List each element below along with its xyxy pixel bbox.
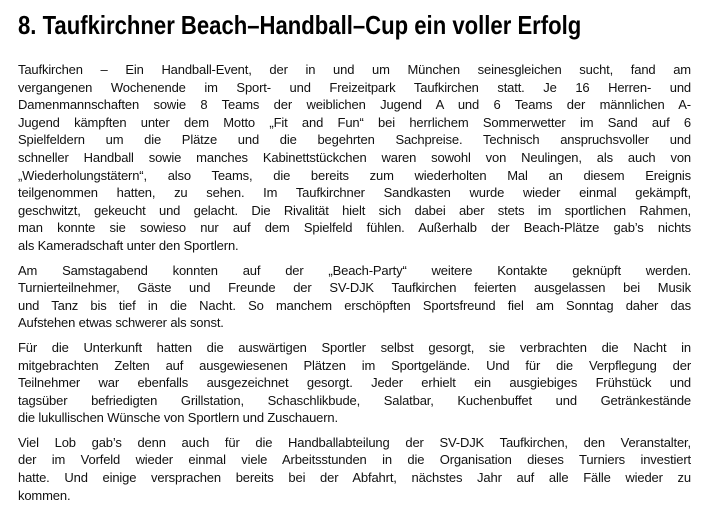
text-line: kommen.	[18, 487, 71, 503]
text-line: „Wiederholungstätern“, also Teams, die bereits zum wiederholten Mal an diesem Ereignis	[18, 167, 691, 183]
text-line: Spielfeldern um die Plätze und die begehrten Sachpreise. Technisch anspruchsvoller und	[18, 132, 691, 148]
text-line: man konnte sie sowieso nur auf dem Spielfeld fühlen. Außerhalb der Beach-Plätze gab’s nichts	[18, 220, 691, 236]
text-line: Viel Lob gab’s denn auch für die Handballabteilung der SV-DJK Taufkirchen, den Veranstalter,	[18, 434, 691, 450]
text-line: Am Samstagabend konnten auf der „Beach-Party“ weitere Kontakte geknüpft werden.	[18, 262, 691, 278]
text-line: Teilnehmer war ebenfalls ausgezeichnet gesorgt. Jeder erhielt ein ausgiebiges Frühstück und	[18, 375, 691, 391]
text-line: die lukullischen Wünsche von Sportlern und Zuschauern.	[18, 410, 338, 426]
article-title: 8. Taufkirchner Beach–Handball–Cup ein voller Erfolg	[18, 10, 582, 40]
text-line: Jugend kämpften unter dem Motto „Fit and Fun“ bei herrlichem Sommerwetter im Sand auf 6	[18, 114, 691, 130]
text-line: mitgebrachten Zelten auf ausgewiesenen Plätzen im Sportgelände. Und für die Verpflegung der	[18, 357, 691, 373]
paragraph	[18, 61, 691, 255]
text-line: Taufkirchen – Ein Handball-Event, der in und um München seinesgleichen sucht, fand am	[18, 62, 691, 77]
paragraph	[18, 339, 691, 427]
paragraph	[18, 262, 691, 332]
text-line: der im Vorfeld wieder einmal viele Arbeitsstunden in die Organisation dieses Turniers investiert	[18, 452, 691, 468]
article-body	[18, 61, 691, 504]
text-line: teilgenommen hatten, zu sehen. Im Taufkirchner Sandkasten wurde wieder einmal gekämpft,	[18, 185, 691, 201]
text-line: hatte. Und einige versprachen bereits bei der Abfahrt, nächstes Jahr auf alle Fälle wieder zu	[18, 470, 691, 486]
text-line: Damenmannschaften sowie 8 Teams der weiblichen Jugend A und 6 Teams der männlichen A-	[18, 97, 691, 113]
paragraph	[18, 434, 691, 504]
text-line: Für die Unterkunft hatten die auswärtigen Sportler selbst gesorgt, sie verbrachten die Nacht in	[18, 339, 691, 355]
text-line: und Tanz bis tief in die Nacht. So manchem erschöpften Sportsfreund fiel am Sonntag daher das	[18, 297, 691, 313]
text-line: tagsüber befriedigten Grillstation, Schaschlikbude, Salatbar, Kuchenbuffet und Getränkestände	[18, 392, 691, 408]
text-line: Aufstehen etwas schwerer als sonst.	[18, 315, 224, 331]
text-line: als Kameradschaft unter den Sportlern.	[18, 237, 239, 253]
text-line: schneller Handball sowie manches Kabinettstückchen waren sowohl von Neulingen, als auch von	[18, 149, 691, 165]
text-line: geschwitzt, gekeucht und gelacht. Die Rivalität hielt sich dabei aber stets im sportlichen Rahmen,	[18, 202, 691, 218]
text-line: Turnierteilnehmer, Gäste und Freunde der SV-DJK Taufkirchen feierten ausgelassen bei Musik	[18, 280, 691, 296]
text-line: vergangenen Wochenende im Sport- und Freizeitpark Taufkirchen statt. Je 16 Herren- und	[18, 79, 691, 95]
